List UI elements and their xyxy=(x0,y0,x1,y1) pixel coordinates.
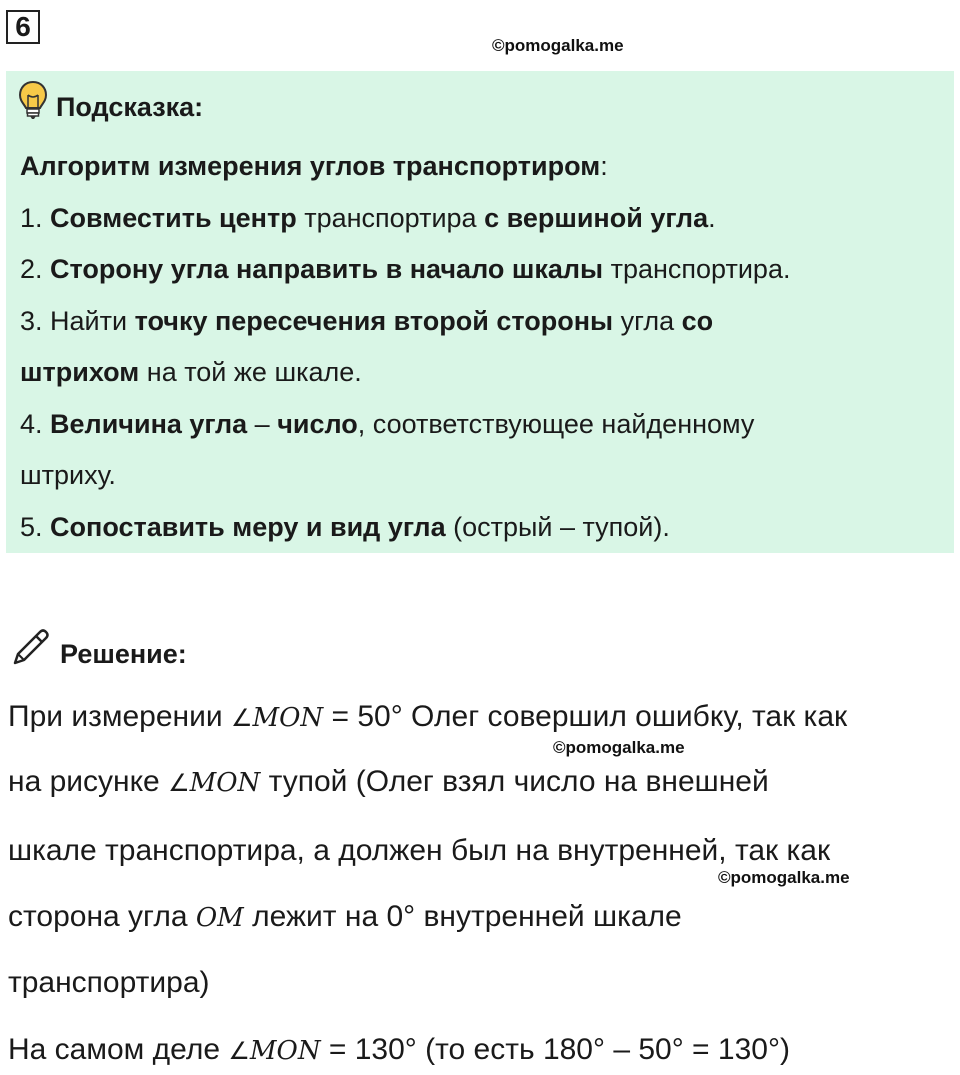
hint-text-bold: Сторону угла направить в начало шкалы xyxy=(50,254,604,284)
hint-algorithm xyxy=(20,141,950,553)
hint-text: 2. xyxy=(20,254,51,284)
hint-text: . xyxy=(708,202,716,233)
solution-text: шкале транспортира, а должен был на внутренней, так как xyxy=(8,834,831,867)
solution-text: лежит на 0° внутренней шкале xyxy=(243,900,682,933)
solution-text: транспортира) xyxy=(8,966,210,999)
math-variable: MON xyxy=(252,703,324,733)
watermark: ©pomogalka.me xyxy=(492,36,624,55)
hint-text: угла xyxy=(613,305,682,336)
hint-text: на той же шкале. xyxy=(139,357,362,387)
solution-line xyxy=(8,762,769,803)
hint-text-bold: с вершиной угла xyxy=(484,202,709,233)
hint-text-bold: точку пересечения второй стороны xyxy=(134,305,614,336)
solution-line xyxy=(8,831,830,871)
solution-text: тупой (Олег взял число на внешней xyxy=(260,765,769,798)
hint-text-bold: Величина угла xyxy=(50,408,248,439)
hint-text: 4. xyxy=(20,408,51,439)
angle-symbol: ∠ xyxy=(168,769,190,797)
solution-line xyxy=(8,897,682,938)
hint-header xyxy=(18,80,203,133)
hint-text: – xyxy=(247,408,278,439)
hint-text: 3. Найти xyxy=(20,305,135,336)
hint-line xyxy=(20,399,950,451)
solution-line xyxy=(8,1030,790,1071)
hint-text: 5. xyxy=(20,511,51,542)
pencil-icon xyxy=(10,624,54,684)
hint-line xyxy=(20,141,950,193)
hint-text-bold: Сопоставить меру и вид угла xyxy=(50,511,446,542)
hint-line xyxy=(20,296,950,348)
hint-text: штриху. xyxy=(20,460,116,490)
math-variable: OM xyxy=(195,903,244,933)
hint-line xyxy=(20,502,950,554)
solution-text: На самом деле xyxy=(8,1033,229,1066)
hint-text: 1. xyxy=(20,202,51,233)
hint-text: транспортира xyxy=(296,202,485,233)
lightbulb-icon xyxy=(18,80,48,133)
solution-text: на рисунке xyxy=(8,765,169,798)
watermark: ©pomogalka.me xyxy=(553,738,685,757)
hint-text-bold: со xyxy=(681,305,714,336)
hint-title: Подсказка: xyxy=(56,91,204,122)
solution-text: = 130° (то есть 180° – 50° = 130°) xyxy=(320,1033,790,1066)
math-variable: MON xyxy=(189,768,261,798)
hint-text-bold: Совместить центр xyxy=(50,202,297,233)
task-number-badge: 6 xyxy=(6,10,40,44)
solution-title: Решение: xyxy=(60,639,187,669)
hint-text: , соответствующее найденному xyxy=(357,408,755,439)
solution-text: = 50° Олег совершил ошибку, так как xyxy=(323,700,848,733)
hint-text-bold: число xyxy=(277,408,358,439)
hint-text: (острый – тупой). xyxy=(445,511,670,542)
hint-line xyxy=(20,347,950,399)
hint-text-bold: штрихом xyxy=(20,357,140,387)
solution-line xyxy=(8,963,210,1003)
hint-line xyxy=(20,244,950,296)
solution-line xyxy=(8,697,847,738)
watermark: ©pomogalka.me xyxy=(718,868,850,887)
angle-symbol: ∠ xyxy=(228,1037,250,1065)
solution-text: При измерении xyxy=(8,700,231,733)
hint-text: : xyxy=(600,151,608,181)
hint-line xyxy=(20,193,950,245)
hint-line xyxy=(20,450,950,502)
hint-text: транспортира. xyxy=(603,254,791,284)
math-variable: MON xyxy=(249,1036,321,1066)
solution-text: сторона угла xyxy=(8,900,196,933)
hint-text-bold: Алгоритм измерения углов транспортиром xyxy=(20,151,601,181)
solution-header xyxy=(10,624,187,684)
angle-symbol: ∠ xyxy=(230,704,253,732)
